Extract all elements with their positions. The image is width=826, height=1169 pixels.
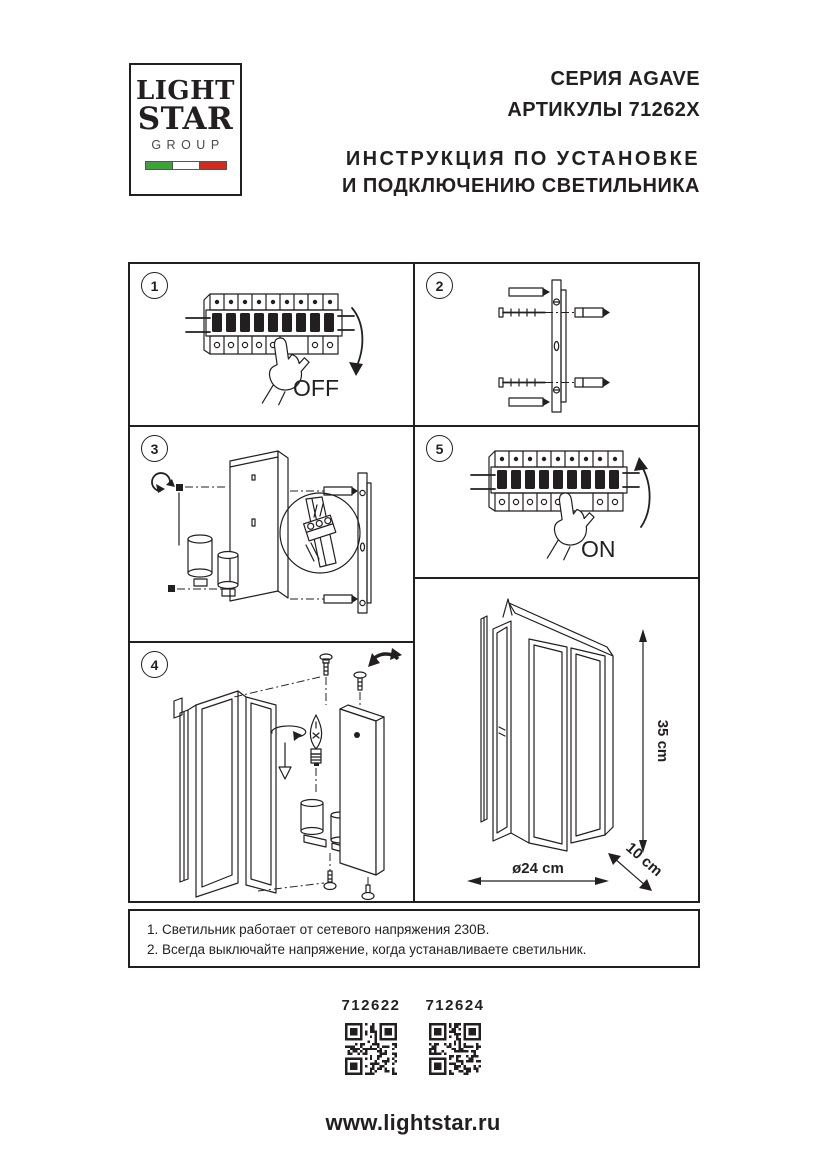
document-title-block <box>342 64 700 200</box>
screw-top-right <box>354 672 366 707</box>
depth-label: 10 cm <box>622 839 666 880</box>
step-5-panel <box>415 427 698 577</box>
screw-bottom-left <box>324 853 336 890</box>
product-712622 <box>342 997 400 1075</box>
candle-bulb <box>310 715 321 766</box>
italian-flag-stripe <box>145 161 227 170</box>
height-label: 35 cm <box>654 719 671 763</box>
logo-word-star: STAR <box>137 101 234 137</box>
instruction-steps-grid <box>128 262 700 903</box>
fixing-screw-bottom <box>290 595 358 603</box>
off-arrow-icon <box>349 308 363 376</box>
note-line-1: 1. Светильник работает от сетевого напряжения 230В. <box>147 922 490 937</box>
bracket-mounting-illustration <box>415 264 698 425</box>
product-712624 <box>426 997 484 1075</box>
shade-frames <box>174 691 276 897</box>
rotate-arrow-bold-icon <box>368 648 402 667</box>
flag-green-segment <box>146 162 172 169</box>
depth-dimension <box>608 839 666 891</box>
logo-word-light: LIGHT <box>135 76 236 106</box>
fixing-screw-top <box>290 487 358 495</box>
instruction-title-line1: ИНСТРУКЦИЯ ПО УСТАНОВКЕ <box>345 148 700 170</box>
insert-arrow-icon <box>279 743 291 779</box>
safety-notes <box>128 909 700 968</box>
flag-red-segment <box>200 162 226 169</box>
step-3-badge: 3 <box>141 435 168 462</box>
articles-title: АРТИКУЛЫ 71262X <box>507 99 700 121</box>
lamp-backplate <box>230 451 288 601</box>
step-5-badge: 5 <box>426 435 453 462</box>
screw-bottom-right <box>362 877 374 900</box>
screw-bottom <box>499 378 610 387</box>
lightstar-logo <box>129 63 242 196</box>
note-line-2: 2. Всегда выключайте напряжение, когда устанавливаете светильник. <box>147 942 587 957</box>
screw-top <box>499 308 610 317</box>
step-1-panel <box>130 264 413 425</box>
logo-word-group: GROUP <box>151 138 225 152</box>
diameter-dimension <box>467 860 609 885</box>
shade-assembly-illustration <box>130 643 413 901</box>
product-code: 712624 <box>425 997 485 1014</box>
diameter-label: ø24 cm <box>512 860 564 877</box>
lamp-backplate <box>340 705 384 875</box>
anchor-top <box>509 288 550 296</box>
breaker-on-illustration <box>415 427 698 577</box>
rotate-arrow-icon <box>272 726 306 741</box>
product-code: 712622 <box>341 997 401 1014</box>
website-url: www.lightstar.ru <box>325 1110 501 1135</box>
qr-code <box>429 1023 481 1075</box>
qr-code <box>345 1023 397 1075</box>
step-3-panel <box>130 427 413 641</box>
article-codes-row <box>0 997 826 1075</box>
step-2-badge: 2 <box>426 272 453 299</box>
off-label: OFF <box>293 375 339 401</box>
step-1-badge: 1 <box>141 272 168 299</box>
on-label: ON <box>581 536 616 562</box>
dimensions-panel <box>415 579 698 901</box>
anchor-bottom <box>509 398 550 406</box>
step-4-panel <box>130 643 413 901</box>
rotate-icon <box>152 473 183 493</box>
finished-lamp-illustration <box>415 579 698 901</box>
step-2-panel <box>415 264 698 425</box>
height-dimension <box>639 629 671 853</box>
step-4-badge: 4 <box>141 651 168 678</box>
breaker-off-illustration <box>130 264 413 425</box>
wiring-detail-circle <box>280 493 360 573</box>
backplate-mounting-illustration <box>130 427 413 641</box>
flag-white-segment <box>172 162 200 169</box>
on-arrow-icon <box>634 457 650 527</box>
wall-plate <box>358 473 371 613</box>
series-title: СЕРИЯ AGAVE <box>550 68 700 90</box>
lamp-drawing <box>481 599 613 851</box>
instruction-title-line2: И ПОДКЛЮЧЕНИЮ СВЕТИЛЬНИКА <box>341 175 700 197</box>
